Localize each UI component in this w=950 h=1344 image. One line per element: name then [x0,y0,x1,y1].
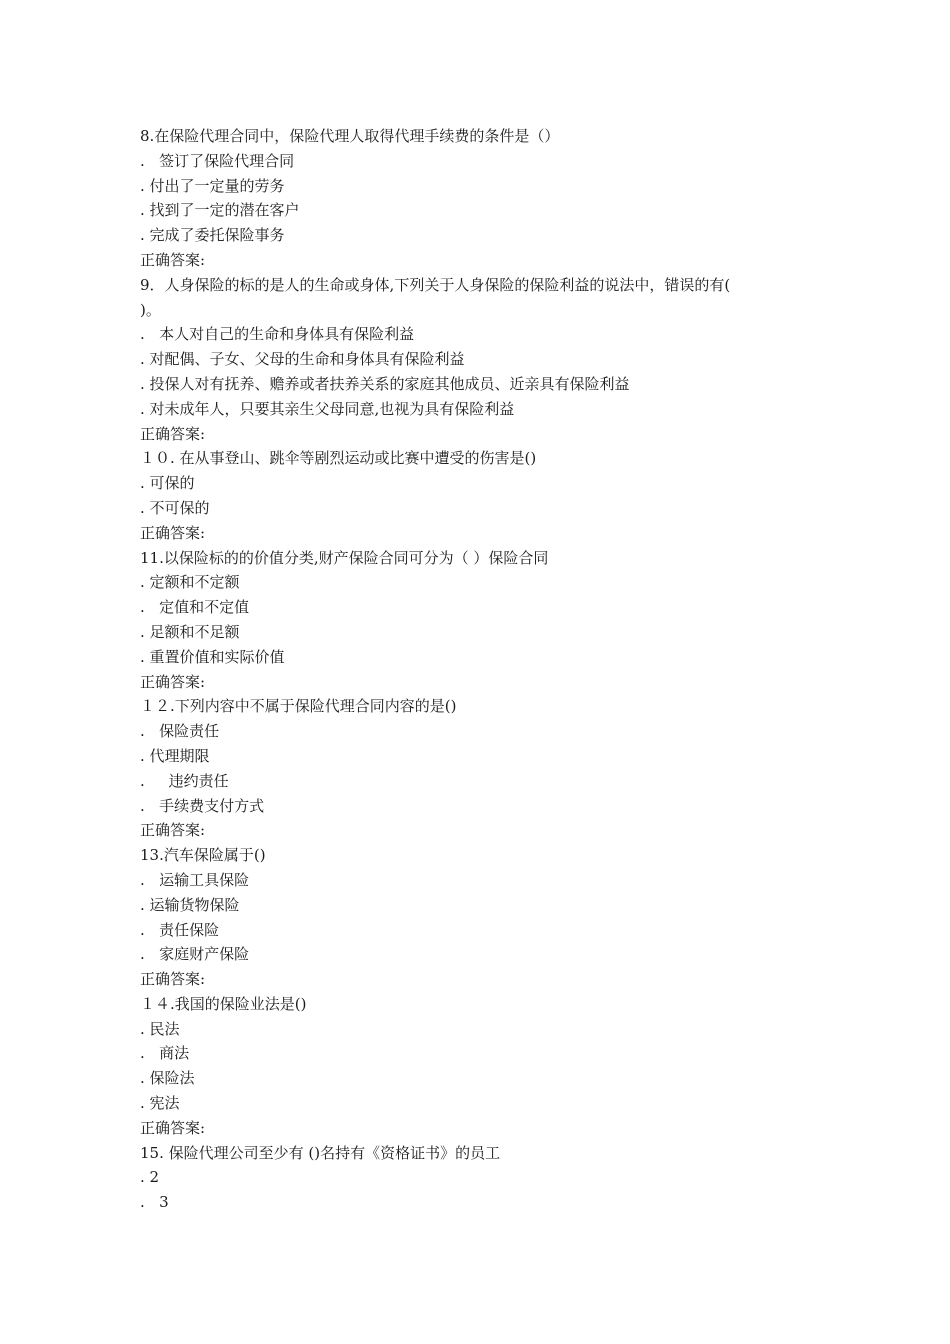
option-a: . 运输工具保险 [140,870,250,889]
option-a: . 保险责任 [140,722,220,741]
option-c: . 保险法 [140,1069,195,1088]
option-b: . 3 [140,1193,169,1212]
option-c: . 责任保险 [140,920,220,939]
option-c: . 找到了一定的潜在客户 [140,201,300,220]
option-a: . 定额和不定额 [140,573,240,592]
answer-label: 正确答案: [140,523,206,542]
answer-label: 正确答案: [140,970,206,989]
question-stem: １４.我国的保险业法是() [140,994,307,1013]
answer-label: 正确答案: [140,1118,206,1137]
option-d: . 宪法 [140,1094,180,1113]
option-b: . 代理期限 [140,746,210,765]
option-b: . 不可保的 [140,498,210,517]
answer-label: 正确答案: [140,821,206,840]
option-d: . 对未成年人，只要其亲生父母同意,也视为具有保险利益 [140,399,515,418]
option-c: . 足额和不足额 [140,622,240,641]
option-d: . 重置价值和实际价值 [140,647,285,666]
question-stem: １０. 在从事登山、跳伞等剧烈运动或比赛中遭受的伤害是() [140,449,537,468]
option-a: . 可保的 [140,474,195,493]
option-b: . 定值和不定值 [140,598,250,617]
question-stem: 15. 保险代理公司至少有 ()名持有《资格证书》的员工 [140,1143,501,1162]
option-b: . 对配偶、子女、父母的生命和身体具有保险利益 [140,350,465,369]
option-d: . 手续费支付方式 [140,796,265,815]
option-b: . 商法 [140,1044,190,1063]
answer-label: 正确答案: [140,250,206,269]
question-stem: 13.汽车保险属于() [140,846,266,865]
question-stem: １２.下列内容中不属于保险代理合同内容的是() [140,697,457,716]
option-b: . 运输货物保险 [140,895,240,914]
option-d: . 家庭财产保险 [140,945,250,964]
option-c: . 违约责任 [140,771,229,790]
answer-label: 正确答案: [140,672,206,691]
option-a: . 本人对自己的生命和身体具有保险利益 [140,325,415,344]
option-a: . 民法 [140,1019,180,1038]
question-stem-continued: )。 [140,300,161,319]
document-page [140,124,840,1215]
option-c: . 投保人对有抚养、赡养或者扶养关系的家庭其他成员、近亲具有保险利益 [140,374,630,393]
question-stem: 9．人身保险的标的是人的生命或身体,下列关于人身保险的保险利益的说法中，错误的有( [140,275,731,294]
answer-label: 正确答案: [140,424,206,443]
option-a: . 签订了保险代理合同 [140,151,295,170]
option-d: . 完成了委托保险事务 [140,226,285,245]
question-stem: 11.以保险标的的价值分类,财产保险合同可分为（ ）保险合同 [140,548,549,567]
option-b: . 付出了一定量的劳务 [140,176,285,195]
option-a: . 2 [140,1168,160,1187]
question-stem: 8.在保险代理合同中，保险代理人取得代理手续费的条件是（） [140,127,560,145]
